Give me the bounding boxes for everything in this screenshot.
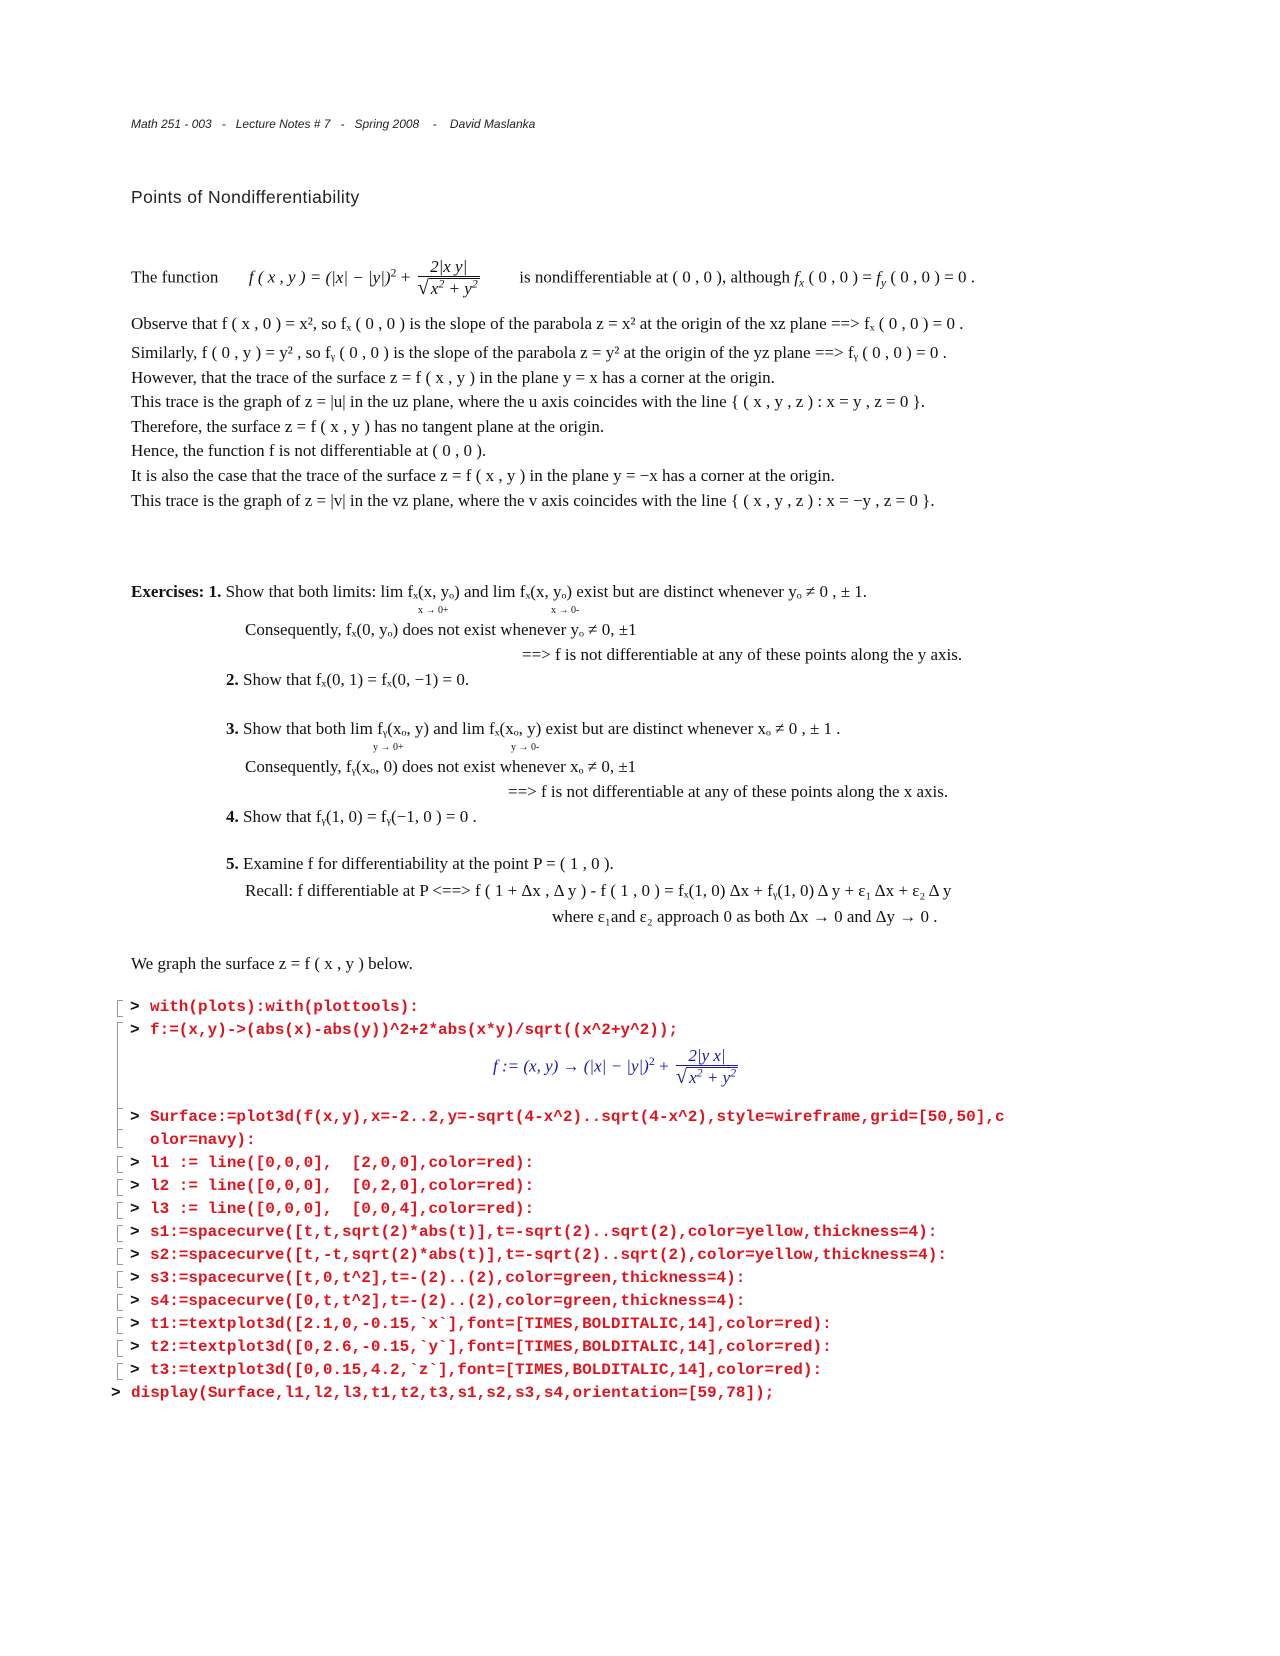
prompt-marker: > xyxy=(130,1200,140,1218)
prompt-marker: > xyxy=(130,1292,140,1310)
output-denominator: √ $x^2 + y^2$ xyxy=(675,1065,737,1088)
exercise-2 xyxy=(226,670,469,690)
intro-lead: The function xyxy=(131,267,219,287)
fy-args: ( 0 , 0 ) = 0 . xyxy=(890,267,976,287)
group-bracket[interactable] xyxy=(117,1156,123,1173)
maple-input-9[interactable]: s3:=spacecurve([t,0,t^2],t=-(2)..(2),color=green,thickness=4): xyxy=(150,1269,746,1287)
exercise-3 xyxy=(226,719,841,739)
exercise-1-line-2: Consequently, fₓ(0, yₒ) does not exist whenever yₒ ≠ 0, ±1 xyxy=(245,620,637,639)
maple-input-4[interactable]: l1 := line([0,0,0], [2,0,0],color=red): xyxy=(150,1154,535,1172)
prompt-marker: > xyxy=(130,1154,140,1172)
prompt-marker: > xyxy=(130,1021,140,1039)
body-line-2: Similarly, f ( 0 , y ) = y² , so fᵧ ( 0 , 0 ) is the slope of the parabola z = y² at the origin of the yz plane ==> fᵧ ( 0 , 0 ) = 0 . xyxy=(131,343,947,362)
exercise-5-line-3: where ε₁and ε₂ approach 0 as both Δx → 0 and Δy → 0 . xyxy=(552,907,938,926)
group-bracket[interactable] xyxy=(117,1108,123,1148)
exercise-1-number: 1. xyxy=(208,582,222,601)
maple-input-13[interactable]: t3:=textplot3d([0,0.15,4.2,`z`],font=[TIMES,BOLDITALIC,14],color=red): xyxy=(150,1361,823,1379)
prompt-marker: > xyxy=(130,1315,140,1333)
maple-input-8[interactable]: s2:=spacecurve([t,-t,sqrt(2)*abs(t)],t=-sqrt(2)..sqrt(2),color=yellow,thickness=4): xyxy=(150,1246,947,1264)
exercise-3-number: 3. xyxy=(226,719,239,738)
group-bracket[interactable] xyxy=(117,1340,123,1357)
exercise-3-limit-sub-2: y → 0- xyxy=(511,742,540,753)
maple-input-11[interactable]: t1:=textplot3d([2.1,0,-0.15,`x`],font=[TIMES,BOLDITALIC,14],color=red): xyxy=(150,1315,832,1333)
term-label: Spring 2008 xyxy=(354,117,420,131)
section-title: Points of Nondifferentiability xyxy=(131,187,360,207)
group-bracket[interactable] xyxy=(117,1000,123,1017)
exercise-4-text: Show that fᵧ(1, 0) = fᵧ(−1, 0 ) = 0 . xyxy=(243,807,477,826)
group-bracket[interactable] xyxy=(117,1225,123,1242)
prompt-marker: > xyxy=(130,1223,140,1241)
exercise-4 xyxy=(226,807,477,827)
fx-symbol: $f_x$ xyxy=(794,267,805,290)
exercise-5-line-2: Recall: f differentiable at P <==> f ( 1 + Δx , Δ y ) - f ( 1 , 0 ) = fₓ(1, 0) Δx + fᵧ(1, 0) Δ y + ε₁ Δx + ε₂ Δ y xyxy=(245,881,952,900)
body-line-3: However, that the trace of the surface z = f ( x , y ) in the plane y = x has a corner at the origin. xyxy=(131,368,775,387)
fx-args: ( 0 , 0 ) = xyxy=(808,267,872,287)
fy-symbol: $f_y$ xyxy=(876,267,887,290)
fraction-denominator: √ $x^2 + y^2$ xyxy=(417,276,478,299)
body-line-1: Observe that f ( x , 0 ) = x², so fₓ ( 0 , 0 ) is the slope of the parabola z = x² at the origin of the xz plane ==> fₓ ( 0 , 0 ) = 0 . xyxy=(131,314,964,333)
header-separator: - xyxy=(432,117,437,131)
exercises-label: Exercises: xyxy=(131,582,205,601)
exercise-5 xyxy=(226,854,614,874)
group-bracket[interactable] xyxy=(117,1179,123,1196)
prompt-marker: > xyxy=(130,1177,140,1195)
exercise-3-text: Show that both lim fᵧ(xₒ, y) and lim fₓ(xₒ, y) exist but are distinct whenever xₒ ≠ 0 , ± 1 . xyxy=(243,719,841,738)
course-label: Math 251 - 003 xyxy=(131,117,212,131)
body-line-7: It is also the case that the trace of the surface z = f ( x , y ) in the plane y = −x has a corner at the origin. xyxy=(131,466,835,485)
header-separator: - xyxy=(221,117,226,131)
exercise-1 xyxy=(131,582,867,602)
prompt-marker: > xyxy=(130,998,140,1016)
maple-input-3b[interactable]: olor=navy): xyxy=(150,1131,256,1149)
graph-intro: We graph the surface z = f ( x , y ) below. xyxy=(131,954,413,973)
output-numerator: 2|y x| xyxy=(676,1047,738,1066)
body-line-6: Hence, the function f is not differentiable at ( 0 , 0 ). xyxy=(131,441,487,460)
prompt-marker: > xyxy=(130,1108,140,1126)
maple-output-2: f := (x, $y) \to (|x| - |y|)^2$ + $\frac{\text{2|y x|}}{√ x^2 + y^2}$ xyxy=(493,1046,737,1088)
exercise-3-line-2: Consequently, fᵧ(xₒ, 0) does not exist whenever xₒ ≠ 0, ±1 xyxy=(245,757,637,776)
group-bracket[interactable] xyxy=(117,1248,123,1265)
prompt-marker: > xyxy=(130,1361,140,1379)
exercise-1-limit-sub-1: x → 0+ xyxy=(418,605,449,616)
exercise-1-line-3: ==> f is not differentiable at any of these points along the y axis. xyxy=(522,645,963,664)
group-bracket[interactable] xyxy=(117,1317,123,1334)
group-bracket[interactable] xyxy=(117,1294,123,1311)
body-line-4: This trace is the graph of z = |u| in the uz plane, where the u axis coincides with the line { ( x , y , z ) : x = y , z = 0 }. xyxy=(131,392,926,411)
maple-input-2[interactable]: f:=(x,y)->(abs(x)-abs(y))^2+2*abs(x*y)/sqrt((x^2+y^2)); xyxy=(150,1021,679,1039)
maple-input-5[interactable]: l2 := line([0,0,0], [0,2,0],color=red): xyxy=(150,1177,535,1195)
maple-input-1[interactable]: with(plots):with(plottools): xyxy=(150,998,419,1016)
output-lhs: f := (x, y) → (|x| − |y|) xyxy=(493,1056,649,1076)
group-bracket[interactable] xyxy=(117,1271,123,1288)
function-fraction xyxy=(418,258,480,299)
intro-tail: is nondifferentiable at ( 0 , 0 ), although xyxy=(519,267,790,287)
prompt-marker: > xyxy=(130,1338,140,1356)
prompt-marker: > xyxy=(130,1269,140,1287)
exercise-3-limit-sub-1: y → 0+ xyxy=(373,742,404,753)
maple-input-3a[interactable]: Surface:=plot3d(f(x,y),x=-2..2,y=-sqrt(4-x^2)..sqrt(4-x^2),style=wireframe,grid=[50,50],c xyxy=(150,1108,1005,1126)
exercise-2-text: Show that fₓ(0, 1) = fₓ(0, −1) = 0. xyxy=(243,670,470,689)
exercise-5-number: 5. xyxy=(226,854,239,873)
exercise-5-text: Examine f for differentiability at the point P = ( 1 , 0 ). xyxy=(243,854,614,873)
maple-input-7[interactable]: s1:=spacecurve([t,t,sqrt(2)*abs(t)],t=-sqrt(2)..sqrt(2),color=yellow,thickness=4): xyxy=(150,1223,938,1241)
exercise-4-number: 4. xyxy=(226,807,239,826)
body-line-5: Therefore, the surface z = f ( x , y ) has no tangent plane at the origin. xyxy=(131,417,605,436)
group-bracket[interactable] xyxy=(117,1202,123,1219)
prompt-marker: > xyxy=(130,1246,140,1264)
maple-input-6[interactable]: l3 := line([0,0,0], [0,0,4],color=red): xyxy=(150,1200,535,1218)
exercise-2-number: 2. xyxy=(226,670,239,689)
maple-input-14[interactable]: display(Surface,l1,l2,l3,t1,t2,t3,s1,s2,s3,s4,orientation=[59,78]); xyxy=(131,1384,775,1402)
body-line-8: This trace is the graph of z = |v| in the vz plane, where the v axis coincides with the line { ( x , y , z ) : x = −y , z = 0 }. xyxy=(131,491,935,510)
page-header xyxy=(131,117,535,131)
prompt-marker: > xyxy=(111,1384,121,1402)
fraction-numerator: 2|x y| xyxy=(418,258,480,277)
author-label: David Maslanka xyxy=(449,117,536,131)
output-fraction xyxy=(676,1047,738,1088)
exercise-1-limit-sub-2: x → 0- xyxy=(551,605,580,616)
maple-input-10[interactable]: s4:=spacecurve([0,t,t^2],t=-(2)..(2),color=green,thickness=4): xyxy=(150,1292,746,1310)
function-lhs: f ( x , y ) = xyxy=(248,267,322,287)
group-bracket[interactable] xyxy=(117,1363,123,1380)
notes-label: Lecture Notes # 7 xyxy=(235,117,331,131)
exercise-1-text: Show that both limits: lim fₓ(x, yₒ) and lim fₓ(x, yₒ) exist but are distinct whenever yₒ ≠ 0 , ± 1. xyxy=(225,582,868,601)
intro-line: The function f ( x , y ) = $(|x| - |y|)^2$ + $\frac{\text{2|x y|}}{√ x^2 + y^2}$ is nondifferentiable at ( 0 , 0 ), although $f_x$ ( 0 , 0 ) = $f_y$ ( 0 , 0 ) = 0 . xyxy=(131,257,976,299)
exercise-3-line-3: ==> f is not differentiable at any of these points along the x axis. xyxy=(508,782,949,801)
header-separator: - xyxy=(340,117,345,131)
maple-input-12[interactable]: t2:=textplot3d([0,2.6,-0.15,`y`],font=[TIMES,BOLDITALIC,14],color=red): xyxy=(150,1338,832,1356)
function-abs: $(|x| - |y|)^2$ xyxy=(325,265,397,287)
